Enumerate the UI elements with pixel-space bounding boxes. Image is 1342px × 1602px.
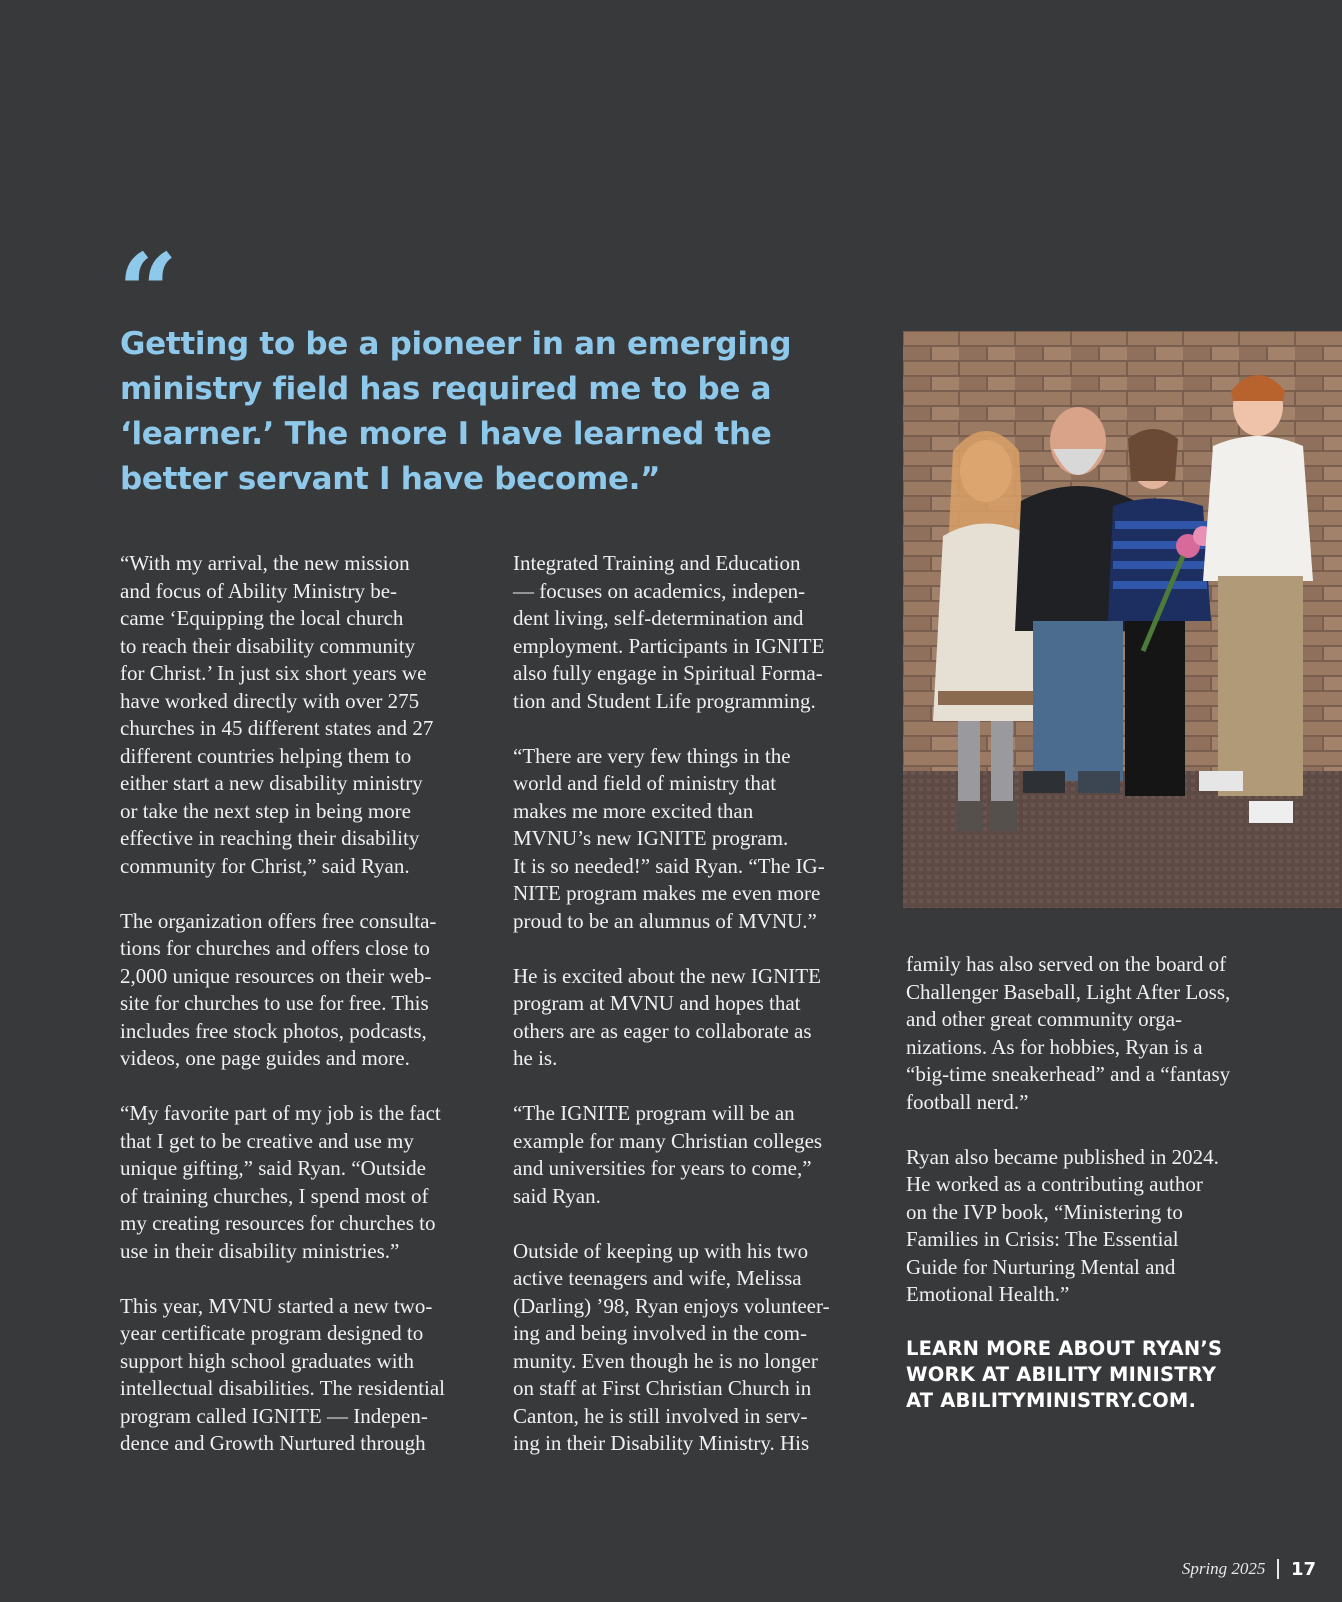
pull-quote-line: better servant I have become.” xyxy=(120,461,661,497)
page-number: 17 xyxy=(1290,1558,1316,1580)
paragraph xyxy=(120,550,490,880)
text-line: and universities for years to come,” xyxy=(513,1156,812,1180)
text-line: different countries helping them to xyxy=(120,743,412,768)
text-line: Canton, he is still involved in serv- xyxy=(513,1403,808,1428)
text-line: MVNU’s new IGNITE program. xyxy=(513,826,789,850)
text-line: program at MVNU and hopes that xyxy=(513,991,801,1015)
paragraph xyxy=(906,1144,1326,1309)
paragraph xyxy=(513,963,883,1073)
text-line: tions for churches and offers close to xyxy=(120,936,430,960)
text-line: videos, one page guides and more. xyxy=(120,1046,410,1070)
text-line: that I get to be creative and use my xyxy=(120,1128,414,1153)
text-line: makes me more excited than xyxy=(513,798,754,823)
text-line: and focus of Ability Ministry be- xyxy=(120,578,398,603)
text-line: Challenger Baseball, Light After Loss, xyxy=(906,979,1231,1004)
article-column-3 xyxy=(906,951,1326,1442)
text-line: “There are very few things in the xyxy=(513,743,791,768)
text-line: my creating resources for churches to xyxy=(120,1211,436,1235)
text-line: said Ryan. xyxy=(513,1183,601,1208)
text-line: Guide for Nurturing Mental and xyxy=(906,1254,1176,1279)
paragraph xyxy=(120,1293,490,1458)
text-line: and other great community orga- xyxy=(906,1007,1183,1031)
text-line: effective in reaching their disability xyxy=(120,826,420,850)
text-line: family has also served on the board of xyxy=(906,952,1227,976)
text-line: either start a new disability ministry xyxy=(120,771,423,795)
text-line: dence and Growth Nurtured through xyxy=(120,1431,426,1455)
text-line: includes free stock photos, podcasts, xyxy=(120,1018,427,1043)
paragraph xyxy=(120,1100,490,1265)
text-line: on the IVP book, “Ministering to xyxy=(906,1199,1183,1224)
text-line: on staff at First Christian Church in xyxy=(513,1376,812,1400)
text-line: munity. Even though he is no longer xyxy=(513,1348,818,1373)
cta-line: AT ABILITYMINISTRY.COM. xyxy=(906,1389,1197,1412)
article-column-1 xyxy=(120,550,490,1485)
text-line: others are as eager to collaborate as xyxy=(513,1018,812,1043)
text-line: “My favorite part of my job is the fact xyxy=(120,1101,441,1125)
text-line: site for churches to use for free. This xyxy=(120,991,429,1015)
text-line: He is excited about the new IGNITE xyxy=(513,963,821,988)
text-line: world and field of ministry that xyxy=(513,771,777,795)
text-line: This year, MVNU started a new two- xyxy=(120,1293,433,1318)
text-line: “With my arrival, the new mission xyxy=(120,551,410,575)
text-line: he is. xyxy=(513,1046,558,1070)
text-line: came ‘Equipping the local church xyxy=(120,606,404,630)
text-line: proud to be an alumnus of MVNU.” xyxy=(513,908,817,933)
text-line: churches in 45 different states and 27 xyxy=(120,716,434,740)
text-line: “The IGNITE program will be an xyxy=(513,1101,795,1125)
paragraph xyxy=(906,951,1326,1116)
text-line: — focuses on academics, indepen- xyxy=(513,578,806,603)
text-line: also fully engage in Spiritual Forma- xyxy=(513,661,823,685)
text-line: The organization offers free consulta- xyxy=(120,908,437,933)
footer-divider xyxy=(1277,1559,1279,1579)
text-line: 2,000 unique resources on their web- xyxy=(120,963,432,988)
text-line: Integrated Training and Education xyxy=(513,551,801,575)
text-line: community for Christ,” said Ryan. xyxy=(120,853,410,878)
text-line: dent living, self-determination and xyxy=(513,606,804,630)
text-line: Emotional Health.” xyxy=(906,1282,1070,1306)
page-footer xyxy=(1182,1555,1316,1583)
issue-season: Spring 2025 xyxy=(1181,1559,1266,1578)
text-line: to reach their disability community xyxy=(120,633,416,658)
text-line: Ryan also became published in 2024. xyxy=(906,1144,1219,1169)
cta-line: LEARN MORE ABOUT RYAN’S xyxy=(906,1337,1223,1360)
text-line: ing and being involved in the com- xyxy=(513,1321,807,1345)
paragraph xyxy=(513,1238,883,1458)
text-line: Families in Crisis: The Essential xyxy=(906,1227,1179,1251)
text-line: Outside of keeping up with his two xyxy=(513,1238,809,1263)
text-line: football nerd.” xyxy=(906,1089,1029,1114)
text-line: tion and Student Life programming. xyxy=(513,688,816,713)
text-line: nizations. As for hobbies, Ryan is a xyxy=(906,1034,1203,1059)
text-line: employment. Participants in IGNITE xyxy=(513,633,825,658)
pull-quote-line: ‘learner.’ The more I have learned the xyxy=(120,416,772,452)
text-line: example for many Christian colleges xyxy=(513,1128,823,1153)
paragraph xyxy=(513,550,883,715)
pull-quote xyxy=(120,322,792,502)
pull-quote-line: Getting to be a pioneer in an emerging xyxy=(120,326,792,362)
text-line: of training churches, I spend most of xyxy=(120,1183,429,1208)
text-line: “big-time sneakerhead” and a “fantasy xyxy=(906,1062,1231,1086)
text-line: NITE program makes me even more xyxy=(513,881,821,905)
text-line: active teenagers and wife, Melissa xyxy=(513,1266,802,1290)
paragraph xyxy=(513,743,883,936)
text-line: unique gifting,” said Ryan. “Outside xyxy=(120,1156,426,1180)
text-line: use in their disability ministries.” xyxy=(120,1238,400,1263)
family-photo xyxy=(903,331,1342,908)
text-line: ing in their Disability Ministry. His xyxy=(513,1431,810,1455)
text-line: He worked as a contributing author xyxy=(906,1172,1203,1196)
text-line: intellectual disabilities. The residential xyxy=(120,1376,446,1400)
paragraph xyxy=(513,1100,883,1210)
text-line: for Christ.’ In just six short years we xyxy=(120,661,427,685)
text-line: (Darling) ’98, Ryan enjoys volunteer- xyxy=(513,1293,830,1318)
text-line: have worked directly with over 275 xyxy=(120,688,420,713)
pull-quote-line: ministry field has required me to be a xyxy=(120,371,772,407)
call-to-action xyxy=(906,1336,1326,1414)
article-column-2 xyxy=(513,550,883,1485)
cta-line: WORK AT ABILITY MINISTRY xyxy=(906,1363,1217,1386)
text-line: support high school graduates with xyxy=(120,1348,414,1373)
text-line: It is so needed!” said Ryan. “The IG- xyxy=(513,853,825,878)
quote-mark-icon: “ xyxy=(118,230,178,353)
text-line: or take the next step in being more xyxy=(120,798,411,823)
text-line: year certificate program designed to xyxy=(120,1321,424,1345)
text-line: program called IGNITE — Indepen- xyxy=(120,1403,428,1428)
paragraph xyxy=(120,908,490,1073)
